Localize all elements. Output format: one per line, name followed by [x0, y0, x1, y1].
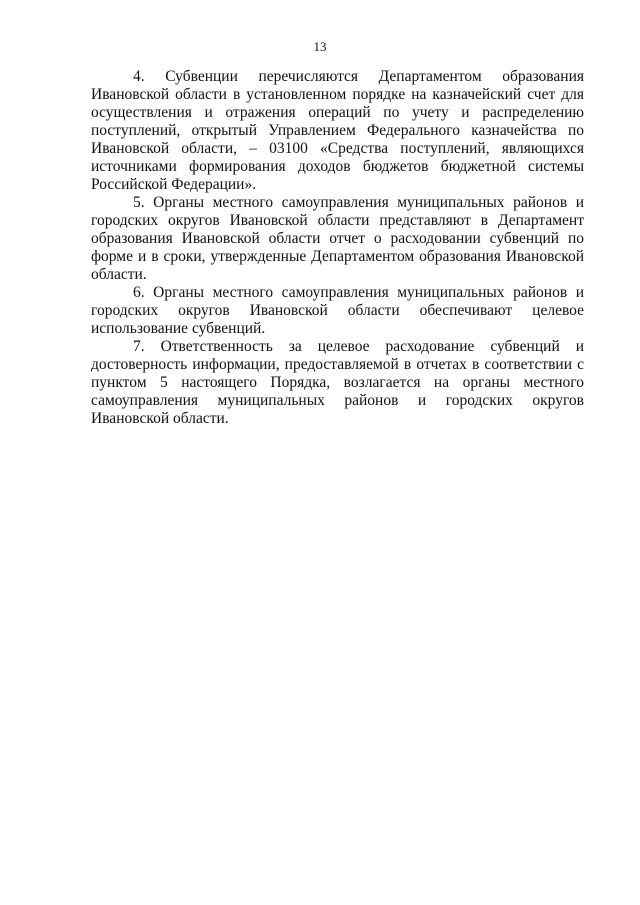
- document-body: [91, 68, 584, 428]
- paragraph-5: 5. Органы местного самоуправления муниципальных районов и городских округов Ивановской области представляют в Департамент образования Ивановской области отчет о расходовании субвенций по форме и в сроки, утвержденные Департаментом образования Ивановской области.: [91, 194, 584, 283]
- paragraph-6: 6. Органы местного самоуправления муниципальных районов и городских округов Ивановской области обеспечивают целевое использование субвенций.: [91, 284, 584, 337]
- page-number: 13: [313, 39, 327, 54]
- paragraph-7: 7. Ответственность за целевое расходование субвенций и достоверность информации, предоставляемой в отчетах в соответствии с пунктом 5 настоящего Порядка, возлагается на органы местного самоуправления муниципальных районов и городских округов Ивановской области.: [91, 338, 584, 427]
- paragraph-4: 4. Субвенции перечисляются Департаментом образования Ивановской области в установленном порядке на казначейский счет для осуществления и отражения операций по учету и распределению поступлений, открытый Управлением Федерального казначейства по Ивановской области, – 03100 «Средства поступлений, являющихся источниками формирования доходов бюджетов бюджетной системы Российской Федерации».: [91, 68, 584, 193]
